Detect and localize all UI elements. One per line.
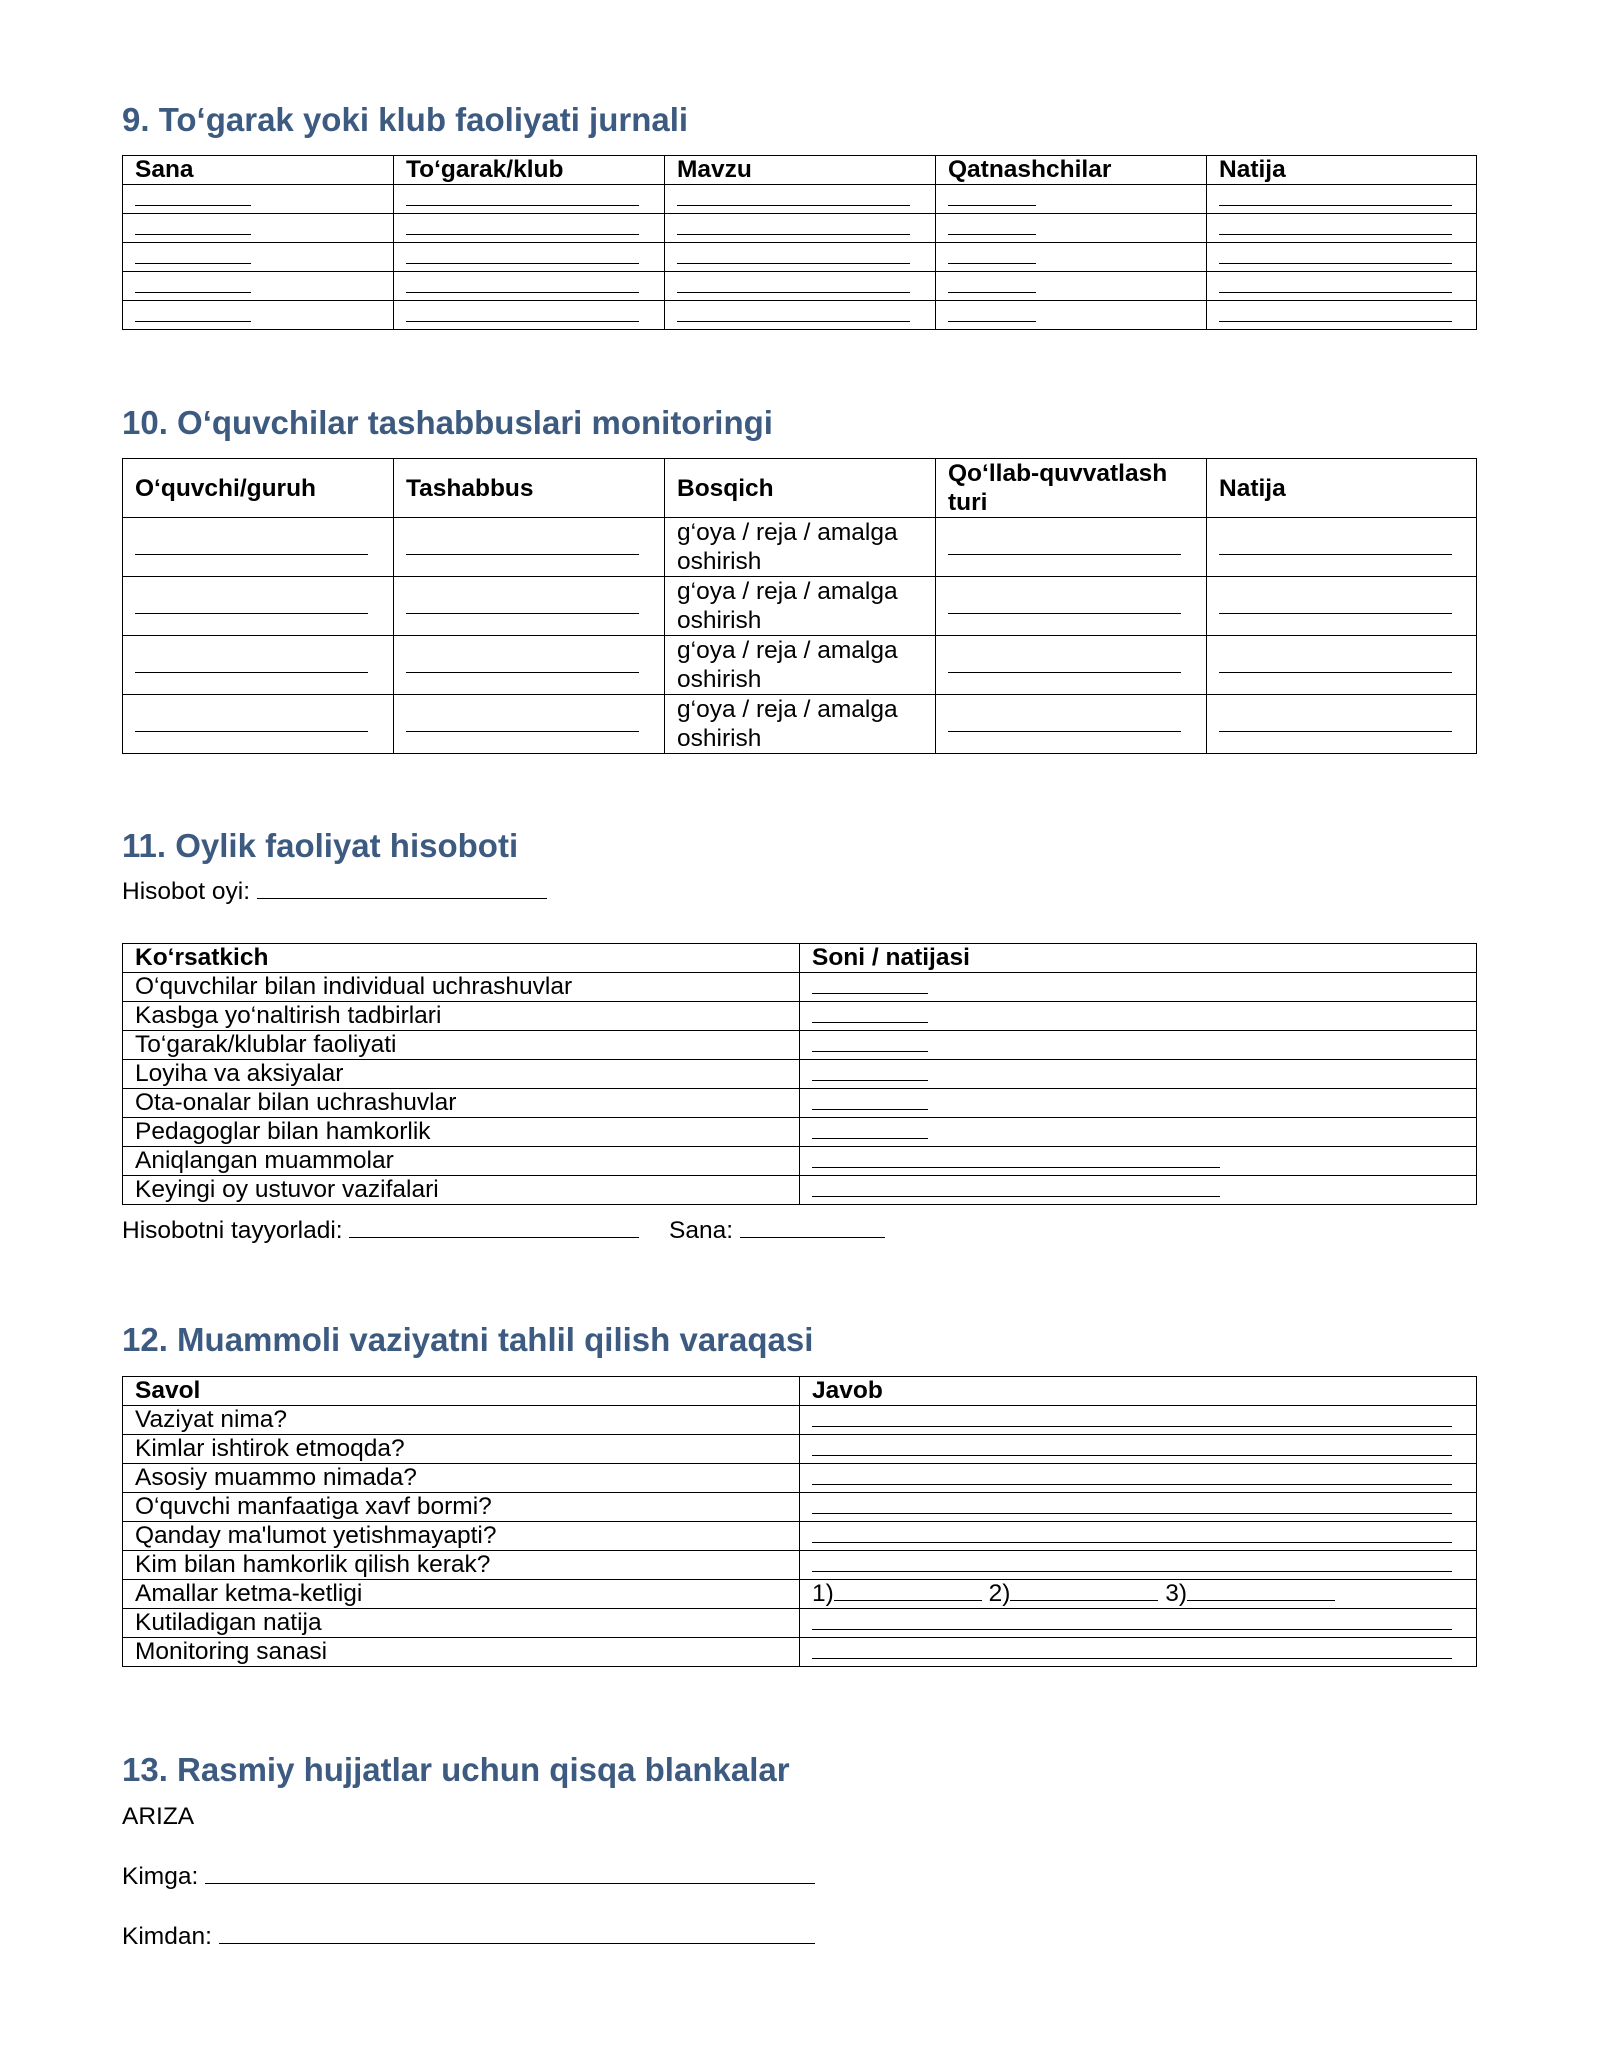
blank-cell[interactable] bbox=[394, 214, 665, 243]
blank-cell[interactable] bbox=[800, 1609, 1477, 1638]
section-12-title: 12. Muammoli vaziyatni tahlil qilish varaqasi bbox=[122, 1321, 814, 1358]
blank-cell[interactable] bbox=[936, 577, 1207, 636]
blank-cell[interactable] bbox=[800, 1551, 1477, 1580]
sender-field[interactable] bbox=[219, 1923, 815, 1944]
table-row bbox=[123, 185, 1477, 214]
question-label: Kutiladigan natija bbox=[123, 1609, 800, 1638]
column-header-natija: Natija bbox=[1207, 459, 1477, 518]
indicator-label: Kasbga yo‘naltirish tadbirlari bbox=[123, 1002, 800, 1031]
blank-cell[interactable] bbox=[1207, 301, 1477, 330]
blank-cell[interactable] bbox=[936, 185, 1207, 214]
table-row bbox=[123, 243, 1477, 272]
stage-cell: g‘oya / reja / amalga oshirish bbox=[665, 577, 936, 636]
column-header-qatnashchilar: Qatnashchilar bbox=[936, 156, 1207, 185]
blank-cell[interactable] bbox=[665, 214, 936, 243]
blank-cell[interactable] bbox=[800, 1522, 1477, 1551]
blank-cell[interactable] bbox=[123, 185, 394, 214]
blank-cell[interactable] bbox=[1207, 185, 1477, 214]
question-label: Kimlar ishtirok etmoqda? bbox=[123, 1435, 800, 1464]
blank-cell[interactable] bbox=[936, 272, 1207, 301]
blank-cell[interactable] bbox=[800, 1464, 1477, 1493]
column-header-savol: Savol bbox=[123, 1377, 800, 1406]
indicator-label: To‘garak/klublar faoliyati bbox=[123, 1031, 800, 1060]
stage-cell: g‘oya / reja / amalga oshirish bbox=[665, 518, 936, 577]
blank-cell[interactable] bbox=[123, 214, 394, 243]
table-row bbox=[123, 1609, 1477, 1638]
blank-cell[interactable] bbox=[123, 301, 394, 330]
blank-cell[interactable] bbox=[394, 695, 665, 754]
blank-cell[interactable] bbox=[936, 695, 1207, 754]
indicator-label: Keyingi oy ustuvor vazifalari bbox=[123, 1176, 800, 1205]
indicator-label: O‘quvchilar bilan individual uchrashuvlar bbox=[123, 973, 800, 1002]
blank-cell[interactable] bbox=[394, 243, 665, 272]
recipient-line bbox=[122, 1862, 815, 1892]
blank-cell[interactable] bbox=[800, 1118, 1477, 1147]
blank-cell[interactable] bbox=[1207, 695, 1477, 754]
table-row bbox=[123, 1118, 1477, 1147]
blank-cell[interactable] bbox=[800, 1147, 1477, 1176]
table-row bbox=[123, 214, 1477, 243]
blank-cell[interactable] bbox=[394, 185, 665, 214]
blank-cell[interactable] bbox=[394, 272, 665, 301]
blank-cell[interactable] bbox=[800, 1002, 1477, 1031]
blank-cell[interactable] bbox=[800, 1060, 1477, 1089]
date-field[interactable] bbox=[740, 1217, 885, 1238]
column-header-qollab: Qo‘llab-quvvatlash turi bbox=[936, 459, 1207, 518]
step-2-field[interactable] bbox=[1010, 1580, 1158, 1601]
indicator-label: Pedagoglar bilan hamkorlik bbox=[123, 1118, 800, 1147]
blank-cell[interactable] bbox=[394, 518, 665, 577]
date-label: Sana: bbox=[669, 1217, 734, 1244]
column-header-natija: Natija bbox=[1207, 156, 1477, 185]
step-1-field[interactable] bbox=[834, 1580, 982, 1601]
blank-cell[interactable] bbox=[1207, 243, 1477, 272]
blank-cell[interactable] bbox=[123, 272, 394, 301]
blank-cell[interactable] bbox=[1207, 214, 1477, 243]
blank-cell[interactable] bbox=[800, 1176, 1477, 1205]
table-row bbox=[123, 1176, 1477, 1205]
student-initiatives-table bbox=[122, 458, 1477, 754]
blank-cell[interactable] bbox=[936, 301, 1207, 330]
prepared-by-field[interactable] bbox=[349, 1217, 639, 1238]
question-label: Asosiy muammo nimada? bbox=[123, 1464, 800, 1493]
column-header-mavzu: Mavzu bbox=[665, 156, 936, 185]
blank-cell[interactable] bbox=[936, 518, 1207, 577]
recipient-field[interactable] bbox=[205, 1863, 815, 1884]
blank-cell[interactable] bbox=[394, 636, 665, 695]
blank-cell[interactable] bbox=[394, 301, 665, 330]
table-row bbox=[123, 1580, 1477, 1609]
question-label: Amallar ketma-ketligi bbox=[123, 1580, 800, 1609]
table-row bbox=[123, 1147, 1477, 1176]
column-header-soni: Soni / natijasi bbox=[800, 944, 1477, 973]
club-activity-journal-table bbox=[122, 155, 1477, 330]
table-header-row bbox=[123, 459, 1477, 518]
blank-cell[interactable] bbox=[123, 518, 394, 577]
section-10-title: 10. O‘quvchilar tashabbuslari monitoringi bbox=[122, 404, 773, 441]
table-row bbox=[123, 518, 1477, 577]
blank-cell[interactable] bbox=[123, 636, 394, 695]
report-month-line bbox=[122, 877, 547, 907]
stage-cell: g‘oya / reja / amalga oshirish bbox=[665, 636, 936, 695]
step-3-field[interactable] bbox=[1187, 1580, 1335, 1601]
table-row bbox=[123, 1089, 1477, 1118]
table-row bbox=[123, 1464, 1477, 1493]
table-row bbox=[123, 1435, 1477, 1464]
prepared-by-label: Hisobotni tayyorladi: bbox=[122, 1217, 343, 1244]
column-header-javob: Javob bbox=[800, 1377, 1477, 1406]
column-header-sana: Sana bbox=[123, 156, 394, 185]
report-signature-line bbox=[122, 1216, 885, 1246]
table-header-row bbox=[123, 1377, 1477, 1406]
blank-cell[interactable] bbox=[800, 973, 1477, 1002]
step-1-label: 1) bbox=[812, 1580, 834, 1607]
table-header-row bbox=[123, 944, 1477, 973]
blank-cell[interactable] bbox=[1207, 577, 1477, 636]
blank-cell[interactable] bbox=[800, 1406, 1477, 1435]
table-row bbox=[123, 1638, 1477, 1667]
blank-cell[interactable] bbox=[936, 243, 1207, 272]
blank-cell[interactable] bbox=[123, 695, 394, 754]
table-row bbox=[123, 1031, 1477, 1060]
table-row bbox=[123, 272, 1477, 301]
question-label: Monitoring sanasi bbox=[123, 1638, 800, 1667]
table-row bbox=[123, 1060, 1477, 1089]
question-label: Qanday ma'lumot yetishmayapti? bbox=[123, 1522, 800, 1551]
monthly-report-table bbox=[122, 943, 1477, 1205]
indicator-label: Loyiha va aksiyalar bbox=[123, 1060, 800, 1089]
steps-cell bbox=[800, 1580, 1477, 1609]
table-row bbox=[123, 1551, 1477, 1580]
blank-cell[interactable] bbox=[800, 1089, 1477, 1118]
blank-cell[interactable] bbox=[123, 243, 394, 272]
blank-cell[interactable] bbox=[665, 301, 936, 330]
column-header-oquvchi: O‘quvchi/guruh bbox=[123, 459, 394, 518]
indicator-label: Aniqlangan muammolar bbox=[123, 1147, 800, 1176]
blank-cell[interactable] bbox=[800, 1435, 1477, 1464]
blank-cell[interactable] bbox=[936, 214, 1207, 243]
table-row bbox=[123, 695, 1477, 754]
step-3-label: 3) bbox=[1165, 1580, 1188, 1607]
blank-cell[interactable] bbox=[1207, 518, 1477, 577]
blank-cell[interactable] bbox=[665, 272, 936, 301]
indicator-label: Ota-onalar bilan uchrashuvlar bbox=[123, 1089, 800, 1118]
section-11-title: 11. Oylik faoliyat hisoboti bbox=[122, 827, 519, 864]
blank-cell[interactable] bbox=[800, 1031, 1477, 1060]
table-row bbox=[123, 1002, 1477, 1031]
report-month-field[interactable] bbox=[257, 878, 547, 899]
table-row bbox=[123, 1406, 1477, 1435]
table-row bbox=[123, 1493, 1477, 1522]
sender-label: Kimdan: bbox=[122, 1923, 212, 1950]
blank-cell[interactable] bbox=[394, 577, 665, 636]
table-row bbox=[123, 973, 1477, 1002]
question-label: O‘quvchi manfaatiga xavf bormi? bbox=[123, 1493, 800, 1522]
table-row bbox=[123, 577, 1477, 636]
step-2-label: 2) bbox=[988, 1580, 1011, 1607]
blank-cell[interactable] bbox=[936, 636, 1207, 695]
question-label: Vaziyat nima? bbox=[123, 1406, 800, 1435]
blank-cell[interactable] bbox=[1207, 636, 1477, 695]
blank-cell[interactable] bbox=[1207, 272, 1477, 301]
recipient-label: Kimga: bbox=[122, 1863, 199, 1890]
blank-cell[interactable] bbox=[665, 185, 936, 214]
column-header-tashabbus: Tashabbus bbox=[394, 459, 665, 518]
question-label: Kim bilan hamkorlik qilish kerak? bbox=[123, 1551, 800, 1580]
table-row bbox=[123, 1522, 1477, 1551]
sender-line bbox=[122, 1922, 815, 1952]
table-row bbox=[123, 636, 1477, 695]
column-header-bosqich: Bosqich bbox=[665, 459, 936, 518]
table-header-row bbox=[123, 156, 1477, 185]
problem-analysis-table bbox=[122, 1376, 1477, 1667]
blank-cell[interactable] bbox=[800, 1638, 1477, 1667]
section-13-title: 13. Rasmiy hujjatlar uchun qisqa blankalar bbox=[122, 1751, 790, 1788]
column-header-korsatkich: Ko‘rsatkich bbox=[123, 944, 800, 973]
report-month-label: Hisobot oyi: bbox=[122, 878, 251, 905]
blank-cell[interactable] bbox=[123, 577, 394, 636]
blank-cell[interactable] bbox=[665, 243, 936, 272]
stage-cell: g‘oya / reja / amalga oshirish bbox=[665, 695, 936, 754]
form-title: ARIZA bbox=[122, 1803, 195, 1830]
column-header-togarak: To‘garak/klub bbox=[394, 156, 665, 185]
table-row bbox=[123, 301, 1477, 330]
section-9-title: 9. To‘garak yoki klub faoliyati jurnali bbox=[122, 101, 689, 138]
blank-cell[interactable] bbox=[800, 1493, 1477, 1522]
